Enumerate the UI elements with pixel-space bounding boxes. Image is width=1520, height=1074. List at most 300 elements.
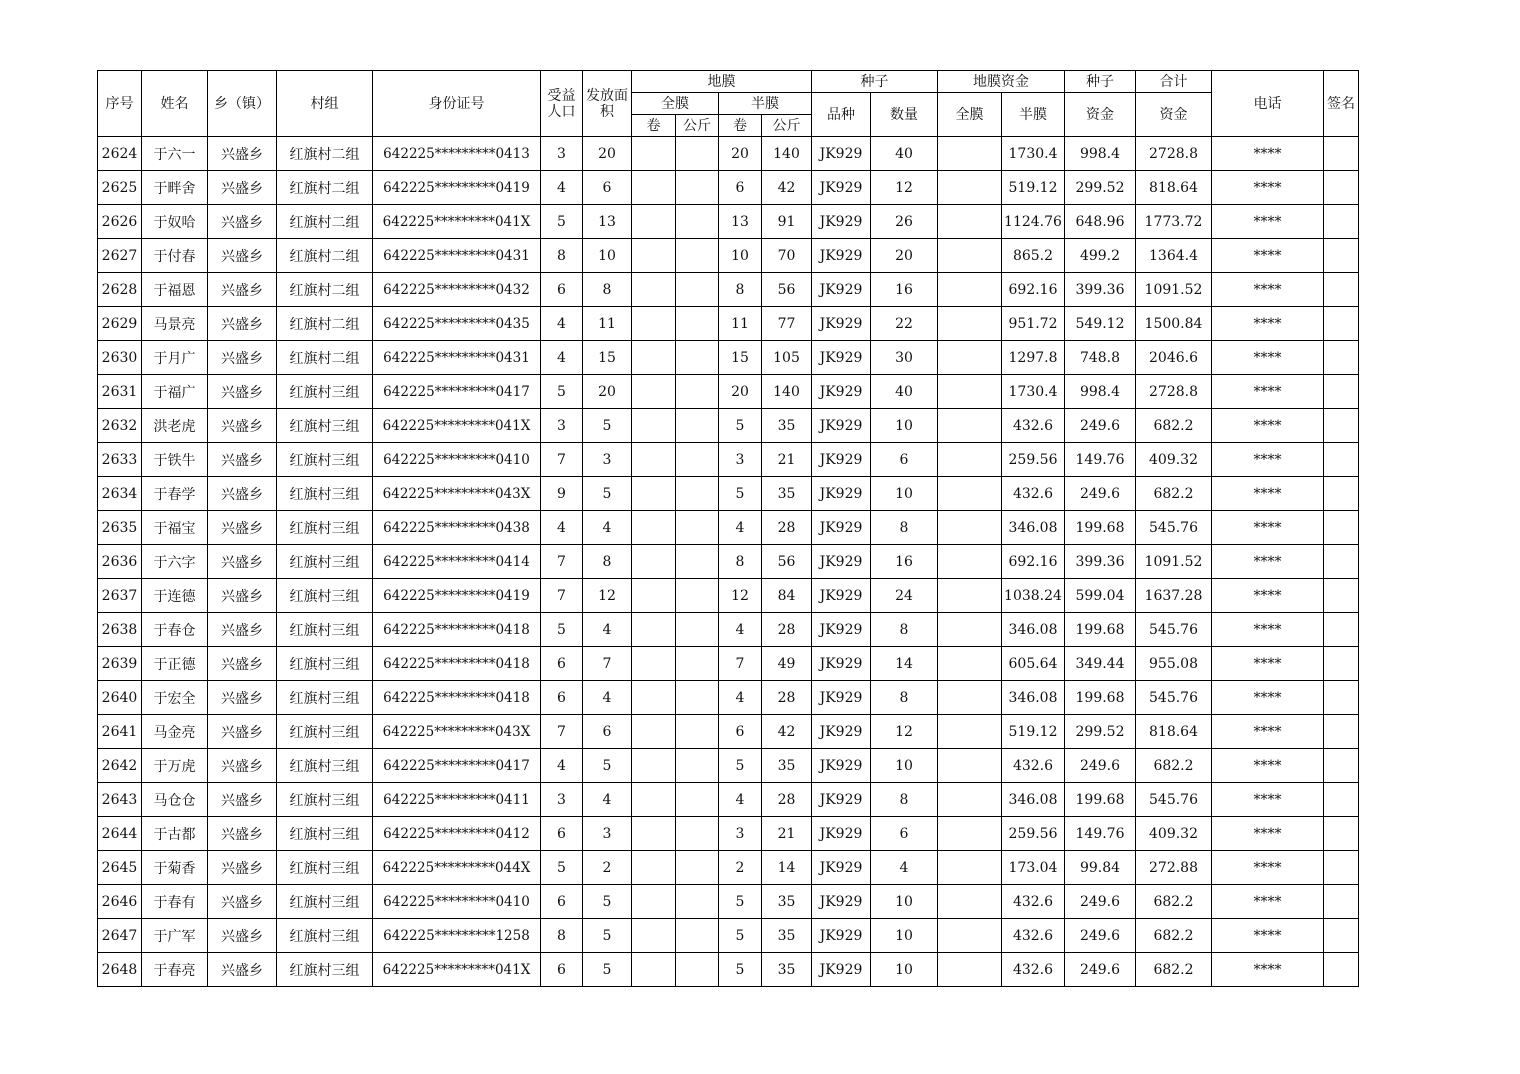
table-row xyxy=(98,273,1359,307)
cell-signature xyxy=(1324,375,1359,409)
cell-total: 818.64 xyxy=(1136,715,1212,749)
cell-seed-fund: 499.2 xyxy=(1065,239,1136,273)
cell-total: 955.08 xyxy=(1136,647,1212,681)
cell-village-group: 红旗村三组 xyxy=(277,749,373,783)
cell-variety: JK929 xyxy=(812,341,871,375)
cell-phone: **** xyxy=(1212,375,1324,409)
cell-village-group: 红旗村三组 xyxy=(277,953,373,987)
header-half-film: 半膜 xyxy=(719,93,812,115)
cell-full-roll xyxy=(632,647,676,681)
cell-beneficiaries: 4 xyxy=(541,749,583,783)
cell-area: 15 xyxy=(583,341,632,375)
cell-half-kg: 35 xyxy=(762,919,812,953)
cell-full-film-fund xyxy=(938,953,1002,987)
cell-variety: JK929 xyxy=(812,681,871,715)
cell-full-roll xyxy=(632,579,676,613)
cell-seq: 2632 xyxy=(98,409,142,443)
cell-signature xyxy=(1324,273,1359,307)
cell-half-kg: 28 xyxy=(762,783,812,817)
cell-signature xyxy=(1324,749,1359,783)
table-row xyxy=(98,613,1359,647)
cell-half-roll: 20 xyxy=(719,375,762,409)
cell-half-kg: 28 xyxy=(762,613,812,647)
cell-area: 3 xyxy=(583,443,632,477)
cell-half-kg: 70 xyxy=(762,239,812,273)
cell-phone: **** xyxy=(1212,443,1324,477)
cell-id-number: 642225*********041X xyxy=(373,409,541,443)
cell-seq: 2648 xyxy=(98,953,142,987)
cell-name: 于福宝 xyxy=(142,511,208,545)
cell-half-kg: 28 xyxy=(762,511,812,545)
cell-area: 3 xyxy=(583,817,632,851)
cell-seed-fund: 99.84 xyxy=(1065,851,1136,885)
cell-seq: 2647 xyxy=(98,919,142,953)
cell-half-roll: 5 xyxy=(719,919,762,953)
header-village-group: 村组 xyxy=(277,71,373,137)
header-quantity: 数量 xyxy=(871,93,938,137)
cell-half-film-fund: 605.64 xyxy=(1002,647,1065,681)
cell-beneficiaries: 3 xyxy=(541,409,583,443)
cell-half-kg: 35 xyxy=(762,953,812,987)
cell-beneficiaries: 6 xyxy=(541,647,583,681)
cell-signature xyxy=(1324,409,1359,443)
cell-half-roll: 3 xyxy=(719,817,762,851)
cell-half-roll: 15 xyxy=(719,341,762,375)
cell-full-roll xyxy=(632,783,676,817)
cell-name: 于春亮 xyxy=(142,953,208,987)
cell-total: 2728.8 xyxy=(1136,375,1212,409)
cell-name: 于铁牛 xyxy=(142,443,208,477)
cell-full-roll xyxy=(632,749,676,783)
table-row xyxy=(98,851,1359,885)
cell-variety: JK929 xyxy=(812,953,871,987)
cell-village-group: 红旗村三组 xyxy=(277,647,373,681)
cell-area: 4 xyxy=(583,681,632,715)
cell-full-roll xyxy=(632,953,676,987)
cell-beneficiaries: 8 xyxy=(541,239,583,273)
cell-id-number: 642225*********0418 xyxy=(373,681,541,715)
cell-township: 兴盛乡 xyxy=(208,341,277,375)
cell-area: 5 xyxy=(583,885,632,919)
cell-seq: 2645 xyxy=(98,851,142,885)
cell-seq: 2624 xyxy=(98,137,142,171)
cell-township: 兴盛乡 xyxy=(208,749,277,783)
table-row xyxy=(98,137,1359,171)
cell-seed-fund: 998.4 xyxy=(1065,375,1136,409)
cell-full-roll xyxy=(632,919,676,953)
cell-phone: **** xyxy=(1212,545,1324,579)
cell-total: 1500.84 xyxy=(1136,307,1212,341)
cell-name: 于万虎 xyxy=(142,749,208,783)
table-row xyxy=(98,783,1359,817)
cell-half-roll: 6 xyxy=(719,715,762,749)
cell-signature xyxy=(1324,613,1359,647)
cell-seq: 2644 xyxy=(98,817,142,851)
cell-full-film-fund xyxy=(938,171,1002,205)
cell-signature xyxy=(1324,715,1359,749)
cell-variety: JK929 xyxy=(812,375,871,409)
cell-township: 兴盛乡 xyxy=(208,919,277,953)
cell-half-roll: 5 xyxy=(719,749,762,783)
cell-full-film-fund xyxy=(938,783,1002,817)
cell-half-film-fund: 259.56 xyxy=(1002,443,1065,477)
cell-half-roll: 6 xyxy=(719,171,762,205)
cell-village-group: 红旗村三组 xyxy=(277,477,373,511)
cell-beneficiaries: 6 xyxy=(541,885,583,919)
cell-beneficiaries: 3 xyxy=(541,783,583,817)
cell-phone: **** xyxy=(1212,885,1324,919)
cell-signature xyxy=(1324,171,1359,205)
cell-total: 1773.72 xyxy=(1136,205,1212,239)
cell-id-number: 642225*********0411 xyxy=(373,783,541,817)
cell-seq: 2643 xyxy=(98,783,142,817)
cell-name: 于付春 xyxy=(142,239,208,273)
cell-signature xyxy=(1324,851,1359,885)
cell-township: 兴盛乡 xyxy=(208,239,277,273)
cell-full-film-fund xyxy=(938,715,1002,749)
cell-id-number: 642225*********0417 xyxy=(373,375,541,409)
cell-id-number: 642225*********041X xyxy=(373,953,541,987)
cell-area: 4 xyxy=(583,511,632,545)
table-row xyxy=(98,817,1359,851)
cell-variety: JK929 xyxy=(812,613,871,647)
cell-township: 兴盛乡 xyxy=(208,307,277,341)
header-full-film: 全膜 xyxy=(632,93,719,115)
cell-total: 1091.52 xyxy=(1136,545,1212,579)
cell-half-kg: 84 xyxy=(762,579,812,613)
cell-village-group: 红旗村三组 xyxy=(277,545,373,579)
cell-area: 5 xyxy=(583,953,632,987)
cell-township: 兴盛乡 xyxy=(208,409,277,443)
cell-name: 于古都 xyxy=(142,817,208,851)
cell-full-roll xyxy=(632,137,676,171)
cell-half-roll: 4 xyxy=(719,613,762,647)
header-seed: 种子 xyxy=(812,71,938,93)
cell-quantity: 6 xyxy=(871,817,938,851)
cell-id-number: 642225*********043X xyxy=(373,477,541,511)
cell-quantity: 10 xyxy=(871,409,938,443)
cell-full-roll xyxy=(632,613,676,647)
cell-township: 兴盛乡 xyxy=(208,851,277,885)
cell-full-roll xyxy=(632,511,676,545)
cell-id-number: 642225*********0413 xyxy=(373,137,541,171)
cell-full-roll xyxy=(632,409,676,443)
cell-half-kg: 56 xyxy=(762,273,812,307)
cell-beneficiaries: 6 xyxy=(541,953,583,987)
cell-full-roll xyxy=(632,851,676,885)
cell-area: 12 xyxy=(583,579,632,613)
cell-full-film-fund xyxy=(938,817,1002,851)
cell-phone: **** xyxy=(1212,613,1324,647)
cell-id-number: 642225*********0431 xyxy=(373,239,541,273)
cell-half-roll: 8 xyxy=(719,545,762,579)
cell-variety: JK929 xyxy=(812,749,871,783)
cell-phone: **** xyxy=(1212,681,1324,715)
cell-name: 马景亮 xyxy=(142,307,208,341)
cell-seq: 2639 xyxy=(98,647,142,681)
cell-name: 于菊香 xyxy=(142,851,208,885)
cell-half-kg: 56 xyxy=(762,545,812,579)
cell-village-group: 红旗村三组 xyxy=(277,783,373,817)
cell-quantity: 22 xyxy=(871,307,938,341)
cell-seed-fund: 399.36 xyxy=(1065,273,1136,307)
cell-signature xyxy=(1324,137,1359,171)
cell-variety: JK929 xyxy=(812,579,871,613)
table-row xyxy=(98,681,1359,715)
cell-full-film-fund xyxy=(938,375,1002,409)
cell-full-kg xyxy=(676,817,719,851)
cell-id-number: 642225*********0419 xyxy=(373,171,541,205)
cell-id-number: 642225*********0432 xyxy=(373,273,541,307)
cell-full-kg xyxy=(676,171,719,205)
cell-half-film-fund: 951.72 xyxy=(1002,307,1065,341)
cell-variety: JK929 xyxy=(812,919,871,953)
cell-half-film-fund: 692.16 xyxy=(1002,545,1065,579)
cell-phone: **** xyxy=(1212,171,1324,205)
cell-total: 545.76 xyxy=(1136,783,1212,817)
cell-name: 于福广 xyxy=(142,375,208,409)
cell-id-number: 642225*********0414 xyxy=(373,545,541,579)
cell-township: 兴盛乡 xyxy=(208,477,277,511)
cell-variety: JK929 xyxy=(812,239,871,273)
cell-seq: 2625 xyxy=(98,171,142,205)
cell-variety: JK929 xyxy=(812,409,871,443)
cell-id-number: 642225*********0435 xyxy=(373,307,541,341)
cell-half-roll: 4 xyxy=(719,783,762,817)
cell-full-roll xyxy=(632,885,676,919)
cell-phone: **** xyxy=(1212,409,1324,443)
cell-quantity: 40 xyxy=(871,137,938,171)
cell-seed-fund: 299.52 xyxy=(1065,171,1136,205)
cell-half-roll: 5 xyxy=(719,885,762,919)
cell-quantity: 14 xyxy=(871,647,938,681)
cell-half-film-fund: 1297.8 xyxy=(1002,341,1065,375)
cell-variety: JK929 xyxy=(812,851,871,885)
cell-village-group: 红旗村二组 xyxy=(277,307,373,341)
cell-full-roll xyxy=(632,817,676,851)
cell-beneficiaries: 7 xyxy=(541,579,583,613)
table-row xyxy=(98,885,1359,919)
cell-half-film-fund: 346.08 xyxy=(1002,613,1065,647)
cell-township: 兴盛乡 xyxy=(208,681,277,715)
cell-seq: 2636 xyxy=(98,545,142,579)
cell-full-kg xyxy=(676,613,719,647)
cell-area: 8 xyxy=(583,273,632,307)
cell-half-kg: 35 xyxy=(762,885,812,919)
cell-full-film-fund xyxy=(938,545,1002,579)
cell-township: 兴盛乡 xyxy=(208,953,277,987)
cell-half-film-fund: 432.6 xyxy=(1002,477,1065,511)
cell-phone: **** xyxy=(1212,851,1324,885)
cell-seq: 2627 xyxy=(98,239,142,273)
cell-full-roll xyxy=(632,307,676,341)
cell-half-kg: 49 xyxy=(762,647,812,681)
cell-phone: **** xyxy=(1212,783,1324,817)
cell-full-roll xyxy=(632,273,676,307)
cell-signature xyxy=(1324,239,1359,273)
cell-signature xyxy=(1324,783,1359,817)
cell-full-film-fund xyxy=(938,681,1002,715)
cell-signature xyxy=(1324,307,1359,341)
cell-full-roll xyxy=(632,239,676,273)
cell-total: 682.2 xyxy=(1136,477,1212,511)
cell-area: 7 xyxy=(583,647,632,681)
cell-full-film-fund xyxy=(938,341,1002,375)
cell-village-group: 红旗村三组 xyxy=(277,681,373,715)
cell-name: 于正德 xyxy=(142,647,208,681)
cell-total: 1364.4 xyxy=(1136,239,1212,273)
cell-village-group: 红旗村三组 xyxy=(277,579,373,613)
cell-beneficiaries: 5 xyxy=(541,375,583,409)
cell-signature xyxy=(1324,205,1359,239)
cell-full-kg xyxy=(676,443,719,477)
cell-full-kg xyxy=(676,409,719,443)
table-row xyxy=(98,749,1359,783)
cell-township: 兴盛乡 xyxy=(208,511,277,545)
cell-variety: JK929 xyxy=(812,443,871,477)
header-full-roll: 卷 xyxy=(632,115,676,137)
cell-quantity: 16 xyxy=(871,273,938,307)
cell-signature xyxy=(1324,953,1359,987)
cell-signature xyxy=(1324,919,1359,953)
cell-name: 于连德 xyxy=(142,579,208,613)
cell-total: 818.64 xyxy=(1136,171,1212,205)
cell-phone: **** xyxy=(1212,919,1324,953)
header-film-fund: 地膜资金 xyxy=(938,71,1065,93)
cell-id-number: 642225*********0418 xyxy=(373,647,541,681)
cell-name: 于宏全 xyxy=(142,681,208,715)
cell-village-group: 红旗村三组 xyxy=(277,613,373,647)
cell-full-roll xyxy=(632,545,676,579)
cell-seq: 2640 xyxy=(98,681,142,715)
cell-variety: JK929 xyxy=(812,715,871,749)
cell-seed-fund: 149.76 xyxy=(1065,817,1136,851)
cell-full-kg xyxy=(676,749,719,783)
cell-half-kg: 42 xyxy=(762,171,812,205)
cell-half-film-fund: 346.08 xyxy=(1002,511,1065,545)
table-row xyxy=(98,409,1359,443)
cell-township: 兴盛乡 xyxy=(208,137,277,171)
cell-area: 6 xyxy=(583,171,632,205)
header-seq: 序号 xyxy=(98,71,142,137)
cell-full-kg xyxy=(676,239,719,273)
cell-name: 马仓仓 xyxy=(142,783,208,817)
cell-beneficiaries: 7 xyxy=(541,545,583,579)
cell-seed-fund: 199.68 xyxy=(1065,613,1136,647)
cell-seed-fund: 349.44 xyxy=(1065,647,1136,681)
cell-id-number: 642225*********0417 xyxy=(373,749,541,783)
cell-quantity: 10 xyxy=(871,477,938,511)
cell-half-roll: 7 xyxy=(719,647,762,681)
cell-half-kg: 91 xyxy=(762,205,812,239)
cell-quantity: 12 xyxy=(871,171,938,205)
cell-township: 兴盛乡 xyxy=(208,579,277,613)
cell-area: 5 xyxy=(583,477,632,511)
cell-full-film-fund xyxy=(938,749,1002,783)
cell-quantity: 8 xyxy=(871,783,938,817)
cell-seed-fund: 149.76 xyxy=(1065,443,1136,477)
cell-half-kg: 140 xyxy=(762,375,812,409)
cell-half-film-fund: 432.6 xyxy=(1002,885,1065,919)
table-row xyxy=(98,953,1359,987)
table-row xyxy=(98,919,1359,953)
cell-beneficiaries: 6 xyxy=(541,273,583,307)
cell-seed-fund: 249.6 xyxy=(1065,749,1136,783)
header-phone: 电话 xyxy=(1212,71,1324,137)
cell-village-group: 红旗村三组 xyxy=(277,885,373,919)
cell-signature xyxy=(1324,885,1359,919)
header-full-film-fund: 全膜 xyxy=(938,93,1002,137)
cell-quantity: 10 xyxy=(871,885,938,919)
cell-quantity: 10 xyxy=(871,749,938,783)
cell-seed-fund: 199.68 xyxy=(1065,681,1136,715)
cell-seq: 2630 xyxy=(98,341,142,375)
cell-phone: **** xyxy=(1212,817,1324,851)
cell-variety: JK929 xyxy=(812,137,871,171)
cell-full-film-fund xyxy=(938,919,1002,953)
cell-full-kg xyxy=(676,375,719,409)
cell-seed-fund: 249.6 xyxy=(1065,409,1136,443)
cell-full-kg xyxy=(676,715,719,749)
cell-township: 兴盛乡 xyxy=(208,885,277,919)
cell-total: 1637.28 xyxy=(1136,579,1212,613)
cell-half-roll: 5 xyxy=(719,477,762,511)
header-half-kg: 公斤 xyxy=(762,115,812,137)
cell-full-film-fund xyxy=(938,851,1002,885)
header-total-bottom: 资金 xyxy=(1136,93,1212,137)
cell-area: 10 xyxy=(583,239,632,273)
cell-full-roll xyxy=(632,341,676,375)
cell-seed-fund: 399.36 xyxy=(1065,545,1136,579)
cell-full-kg xyxy=(676,919,719,953)
cell-quantity: 4 xyxy=(871,851,938,885)
cell-variety: JK929 xyxy=(812,817,871,851)
cell-total: 2728.8 xyxy=(1136,137,1212,171)
cell-half-film-fund: 259.56 xyxy=(1002,817,1065,851)
cell-township: 兴盛乡 xyxy=(208,647,277,681)
table-row xyxy=(98,647,1359,681)
header-total-top: 合计 xyxy=(1136,71,1212,93)
cell-full-film-fund xyxy=(938,137,1002,171)
cell-half-film-fund: 173.04 xyxy=(1002,851,1065,885)
cell-seed-fund: 299.52 xyxy=(1065,715,1136,749)
cell-name: 马金亮 xyxy=(142,715,208,749)
cell-id-number: 642225*********0419 xyxy=(373,579,541,613)
cell-phone: **** xyxy=(1212,205,1324,239)
cell-signature xyxy=(1324,545,1359,579)
cell-half-film-fund: 1730.4 xyxy=(1002,137,1065,171)
cell-half-roll: 5 xyxy=(719,953,762,987)
cell-beneficiaries: 4 xyxy=(541,341,583,375)
header-township: 乡（镇） xyxy=(208,71,277,137)
header-half-film-fund: 半膜 xyxy=(1002,93,1065,137)
cell-village-group: 红旗村二组 xyxy=(277,273,373,307)
cell-area: 5 xyxy=(583,409,632,443)
cell-full-film-fund xyxy=(938,443,1002,477)
cell-seq: 2642 xyxy=(98,749,142,783)
cell-quantity: 8 xyxy=(871,681,938,715)
cell-beneficiaries: 8 xyxy=(541,919,583,953)
cell-village-group: 红旗村三组 xyxy=(277,409,373,443)
distribution-table xyxy=(97,70,1359,987)
cell-half-kg: 14 xyxy=(762,851,812,885)
cell-full-kg xyxy=(676,885,719,919)
cell-half-roll: 12 xyxy=(719,579,762,613)
cell-seed-fund: 748.8 xyxy=(1065,341,1136,375)
cell-full-roll xyxy=(632,681,676,715)
cell-half-roll: 8 xyxy=(719,273,762,307)
cell-total: 545.76 xyxy=(1136,511,1212,545)
